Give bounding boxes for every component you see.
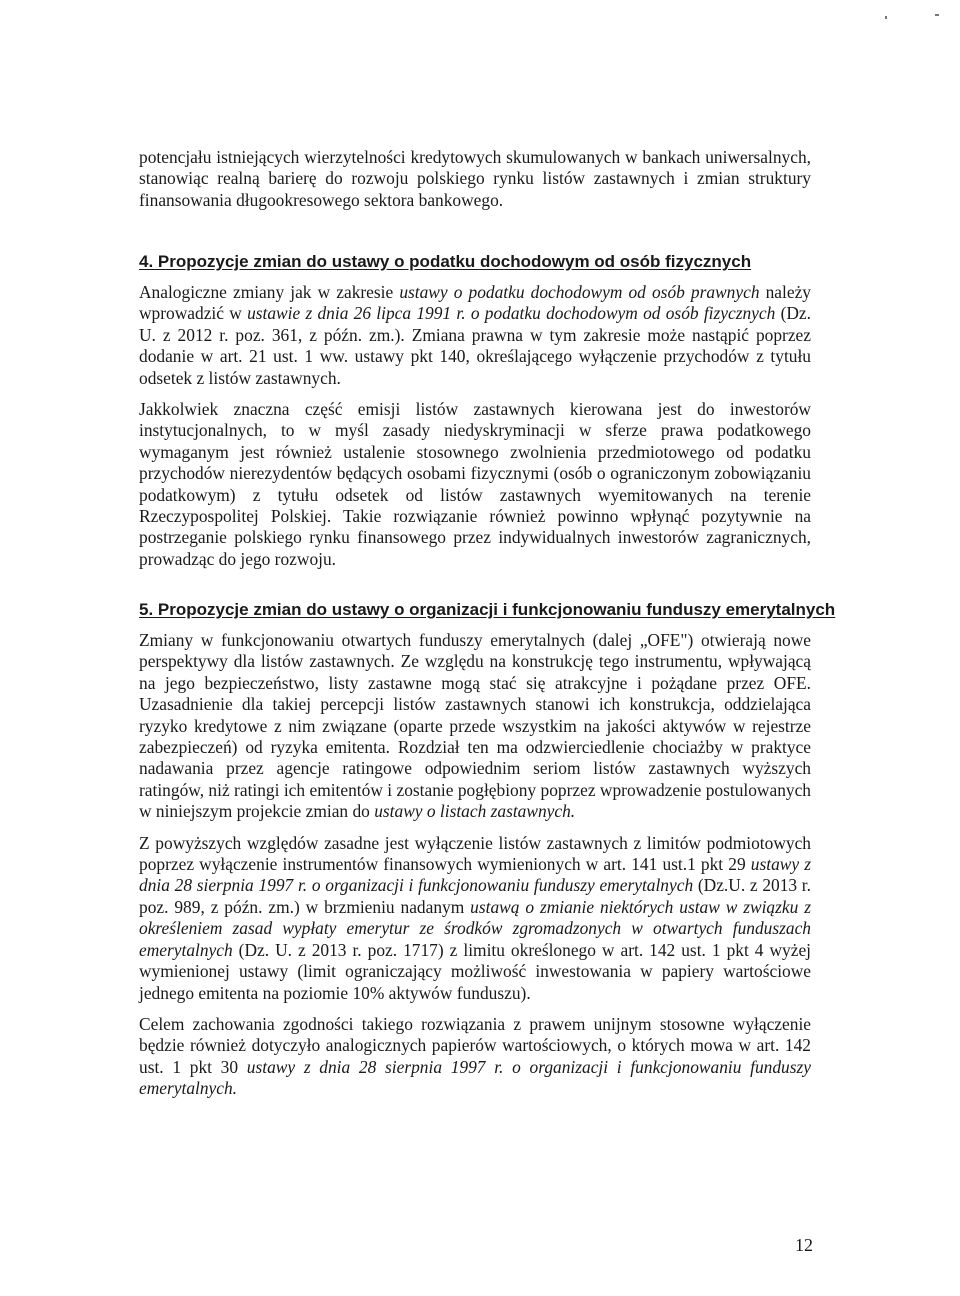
section-4-body [139,282,811,580]
text-run: (Dz. U. z 2013 r. poz. 1717) z limitu określonego w art. 142 ust. 1 pkt 4 wyżej wymienionej ustawy (limit ograniczający możliwość inwestowania w papiery wartościowe jednego emitenta na poziomie 10% aktywów funduszu). [139,939,811,1003]
text-run: należy wprowadzić w [139,282,811,324]
intro-paragraph: potencjału istniejących wierzytelności kredytowych skumulowanych w bankach uniwersalnych, stanowiąc realną barierę do rozwoju polskiego rynku listów zastawnych i zmian struktury finansowania długookresowego sektora bankowego. [139,147,811,210]
section-5-body [139,630,811,1110]
intro-paragraph-block [139,147,811,221]
italic-citation: ustawie z dnia 26 lipca 1991 r. o podatku dochodowym od osób fizycznych [247,303,776,324]
text-run: Z powyższych względów zasadne jest wyłączenie listów zastawnych z limitów podmiotowych poprzez wyłączenie instrumentów finansowych wymienionych w art. 141 ust.1 pkt 29 [139,832,811,875]
page-number: 12 [795,1235,813,1255]
text-run: (Dz.U. z 2013 r. poz. 989, z późn. zm.) w brzmieniu nadanym [139,875,811,917]
text-run: Zmiany w funkcjonowaniu otwartych funduszy emerytalnych (dalej „OFE") otwierają nowe perspektywy dla listów zastawnych. Ze względu na konstrukcję tego instrumentu, wpływającą na jego bezpieczeństwo, listy zastawne mogą stać się atrakcyjne i pożądane przez OFE. Uzasadnienie dla takiej percepcji listów zastawnych stanowi ich konstrukcja, oddzielająca ryzyko kredytowe z nim związane (oparte przede wszystkim na jakości aktywów w rejestrze zabezpieczeń) od ryzyka emitenta. Rozdział ten ma odzwierciedlenie chociażby w praktyce nadawania przez agencje ratingowe odpowiednim seriom listów zastawnych wyższych ratingów, niż ratingi ich emitentów i zostanie pogłębiony poprzez wprowadzenie postulowanych w niniejszym projekcie zmian do [139,630,811,822]
text-run: (Dz. U. z 2012 r. poz. 361, z późn. zm.). Zmiana prawna w tym zakresie może nastąpić poprzez dodanie w art. 21 ust. 1 ww. ustawy pkt 140, określającego wyłączenie przychodów z tytułu odsetek z listów zastawnych. [139,303,812,388]
section-5-heading: 5. Propozycje zmian do ustawy o organizacji i funkcjonowaniu funduszy emerytalnych [139,600,836,619]
section-4-paragraph-1 [139,282,811,389]
italic-citation: ustawy z dnia 28 sierpnia 1997 r. o organizacji i funkcjonowaniu funduszy emerytalnych. [139,1056,812,1099]
italic-citation: ustawy o listach zastawnych. [374,801,576,822]
section-5-paragraph-2 [139,833,811,1004]
text-run: Celem zachowania zgodności takiego rozwiązania z prawem unijnym stosowne wyłączenie będzie również dotyczyło analogicznych papierów wartościowych, o których mowa w art. 142 ust. 1 pkt 30 [139,1013,811,1077]
section-5-paragraph-1 [139,630,811,823]
section-4-paragraph-2: Jakkolwiek znaczna część emisji listów zastawnych kierowana jest do inwestorów instytucjonalnych, to w myśl zasady niedyskryminacji w sferze prawa podatkowego wymaganym jest również ustalenie stosownego zwolnienia przedmiotowego od podatku przychodów nierezydentów będących osobami fizycznymi (osób o ograniczonym zobowiązaniu podatkowym) z tytułu odsetek od listów zastawnych wyemitowanych na terenie Rzeczypospolitej Polskiej. Takie rozwiązanie również powinno wpłynąć pozytywnie na postrzeganie polskiego rynku finansowego przez indywidualnych inwestorów zagranicznych, prowadząc do jego rozwoju. [139,399,811,569]
scan-artifact [885,16,887,19]
italic-citation: ustawy z dnia 28 sierpnia 1997 r. o organizacji i funkcjonowaniu funduszy emerytalnych [139,854,811,896]
italic-citation: ustawą o zmianie niektórych ustaw w związku z określeniem zasad wypłaty emerytur ze środków zgromadzonych w otwartych funduszach emerytalnych [139,896,811,960]
scan-artifact [935,14,939,16]
section-5-paragraph-3 [139,1014,811,1100]
text-run: Analogiczne zmiany jak w zakresie [139,282,400,302]
section-4-heading: 4. Propozycje zmian do ustawy o podatku dochodowym od osób fizycznych [139,252,752,271]
italic-citation: ustawy o podatku dochodowym od osób prawnych [399,282,760,302]
